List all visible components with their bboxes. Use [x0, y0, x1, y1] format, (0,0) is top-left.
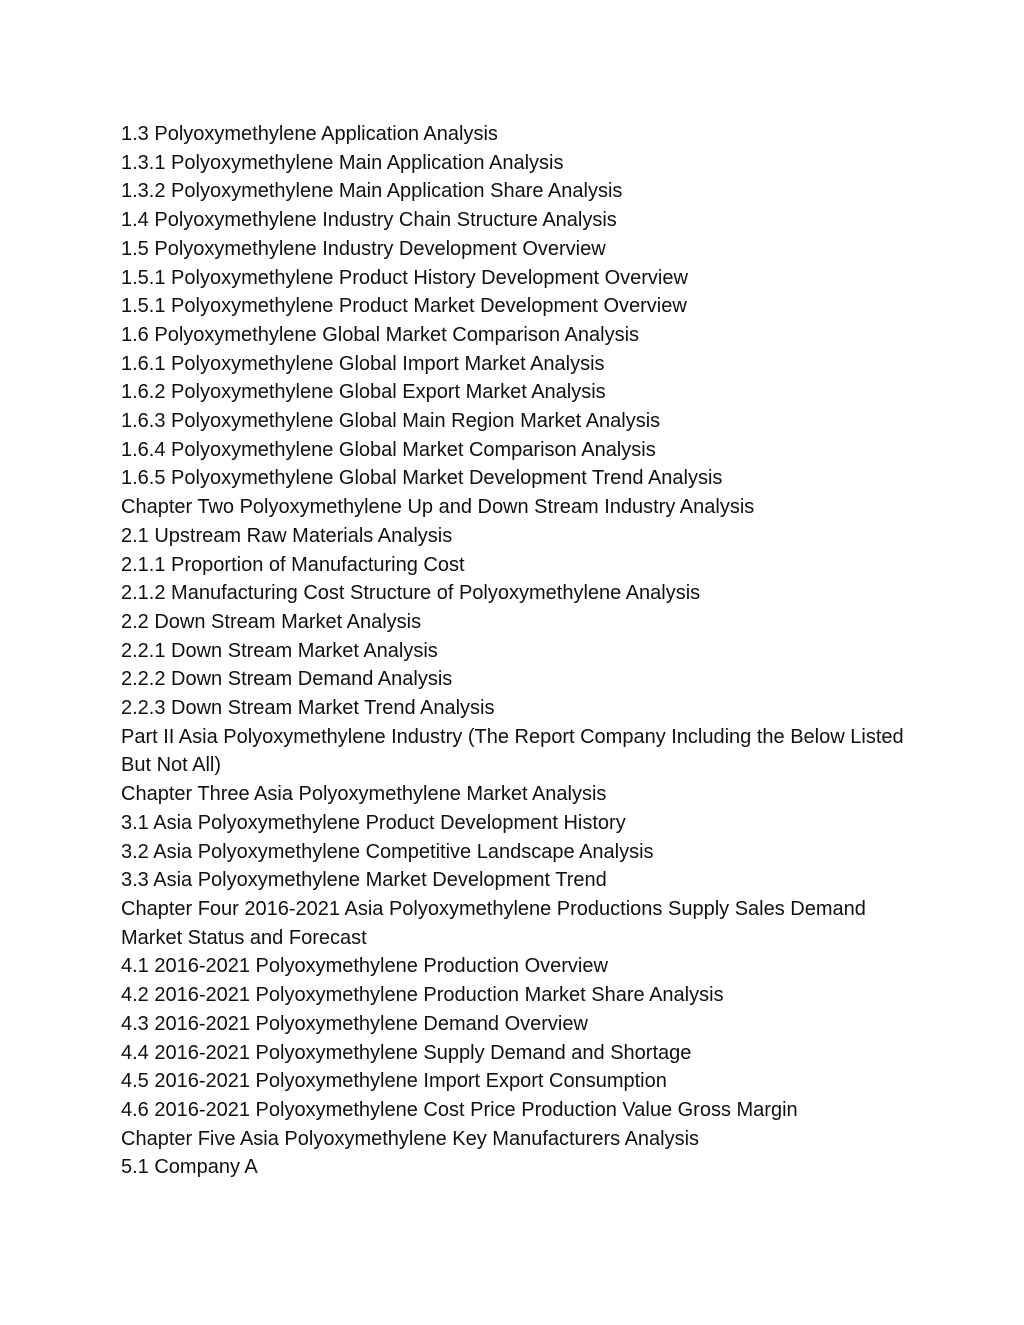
toc-entry: 4.3 2016-2021 Polyoxymethylene Demand Overview [121, 1012, 588, 1035]
toc-entry: 1.6.2 Polyoxymethylene Global Export Market Analysis [121, 381, 606, 404]
toc-entry: 1.4 Polyoxymethylene Industry Chain Structure Analysis [121, 209, 617, 232]
toc-entry: 3.3 Asia Polyoxymethylene Market Development Trend [121, 869, 607, 892]
toc-entry: 1.5.1 Polyoxymethylene Product Market Development Overview [121, 295, 687, 318]
toc-entry: 3.2 Asia Polyoxymethylene Competitive Landscape Analysis [121, 840, 654, 863]
toc-entry: 1.6.5 Polyoxymethylene Global Market Development Trend Analysis [121, 467, 723, 490]
toc-part-heading: Part II Asia Polyoxymethylene Industry (The Report Company Including the Below Listed But Not All) [121, 725, 904, 777]
toc-entry: 1.6 Polyoxymethylene Global Market Comparison Analysis [121, 323, 640, 346]
toc-entry: 5.1 Company A [121, 1156, 258, 1179]
table-of-contents [121, 120, 911, 1182]
toc-entry: 1.6.3 Polyoxymethylene Global Main Region Market Analysis [121, 410, 661, 433]
toc-chapter-heading: Chapter Two Polyoxymethylene Up and Down Stream Industry Analysis [121, 496, 755, 519]
toc-chapter-heading: Chapter Four 2016-2021 Asia Polyoxymethylene Productions Supply Sales Demand Market Status and Forecast [121, 897, 866, 949]
toc-entry: 2.1 Upstream Raw Materials Analysis [121, 524, 453, 547]
toc-entry: 2.1.2 Manufacturing Cost Structure of Polyoxymethylene Analysis [121, 582, 701, 605]
toc-entry: 2.2.2 Down Stream Demand Analysis [121, 668, 453, 691]
toc-entry: 4.6 2016-2021 Polyoxymethylene Cost Price Production Value Gross Margin [121, 1098, 798, 1121]
toc-entry: 1.5.1 Polyoxymethylene Product History Development Overview [121, 266, 688, 289]
toc-entry: 2.2.1 Down Stream Market Analysis [121, 639, 438, 662]
toc-entry: 2.1.1 Proportion of Manufacturing Cost [121, 553, 465, 576]
toc-entry: 4.1 2016-2021 Polyoxymethylene Production Overview [121, 955, 608, 978]
toc-entry: 1.3.1 Polyoxymethylene Main Application Analysis [121, 151, 564, 174]
toc-entry: 4.5 2016-2021 Polyoxymethylene Import Export Consumption [121, 1070, 667, 1093]
toc-entry: 2.2 Down Stream Market Analysis [121, 610, 422, 633]
toc-chapter-heading: Chapter Three Asia Polyoxymethylene Market Analysis [121, 783, 607, 806]
toc-entry: 4.2 2016-2021 Polyoxymethylene Production Market Share Analysis [121, 984, 724, 1007]
toc-entry: 1.5 Polyoxymethylene Industry Development Overview [121, 237, 606, 260]
toc-entry: 1.6.4 Polyoxymethylene Global Market Comparison Analysis [121, 438, 656, 461]
toc-entry: 1.6.1 Polyoxymethylene Global Import Market Analysis [121, 352, 605, 375]
toc-entry: 3.1 Asia Polyoxymethylene Product Development History [121, 811, 626, 834]
toc-chapter-heading: Chapter Five Asia Polyoxymethylene Key Manufacturers Analysis [121, 1127, 700, 1150]
toc-entry: 1.3.2 Polyoxymethylene Main Application Share Analysis [121, 180, 623, 203]
toc-entry: 1.3 Polyoxymethylene Application Analysis [121, 123, 498, 145]
toc-entry: 2.2.3 Down Stream Market Trend Analysis [121, 697, 495, 720]
toc-entry: 4.4 2016-2021 Polyoxymethylene Supply Demand and Shortage [121, 1041, 692, 1064]
